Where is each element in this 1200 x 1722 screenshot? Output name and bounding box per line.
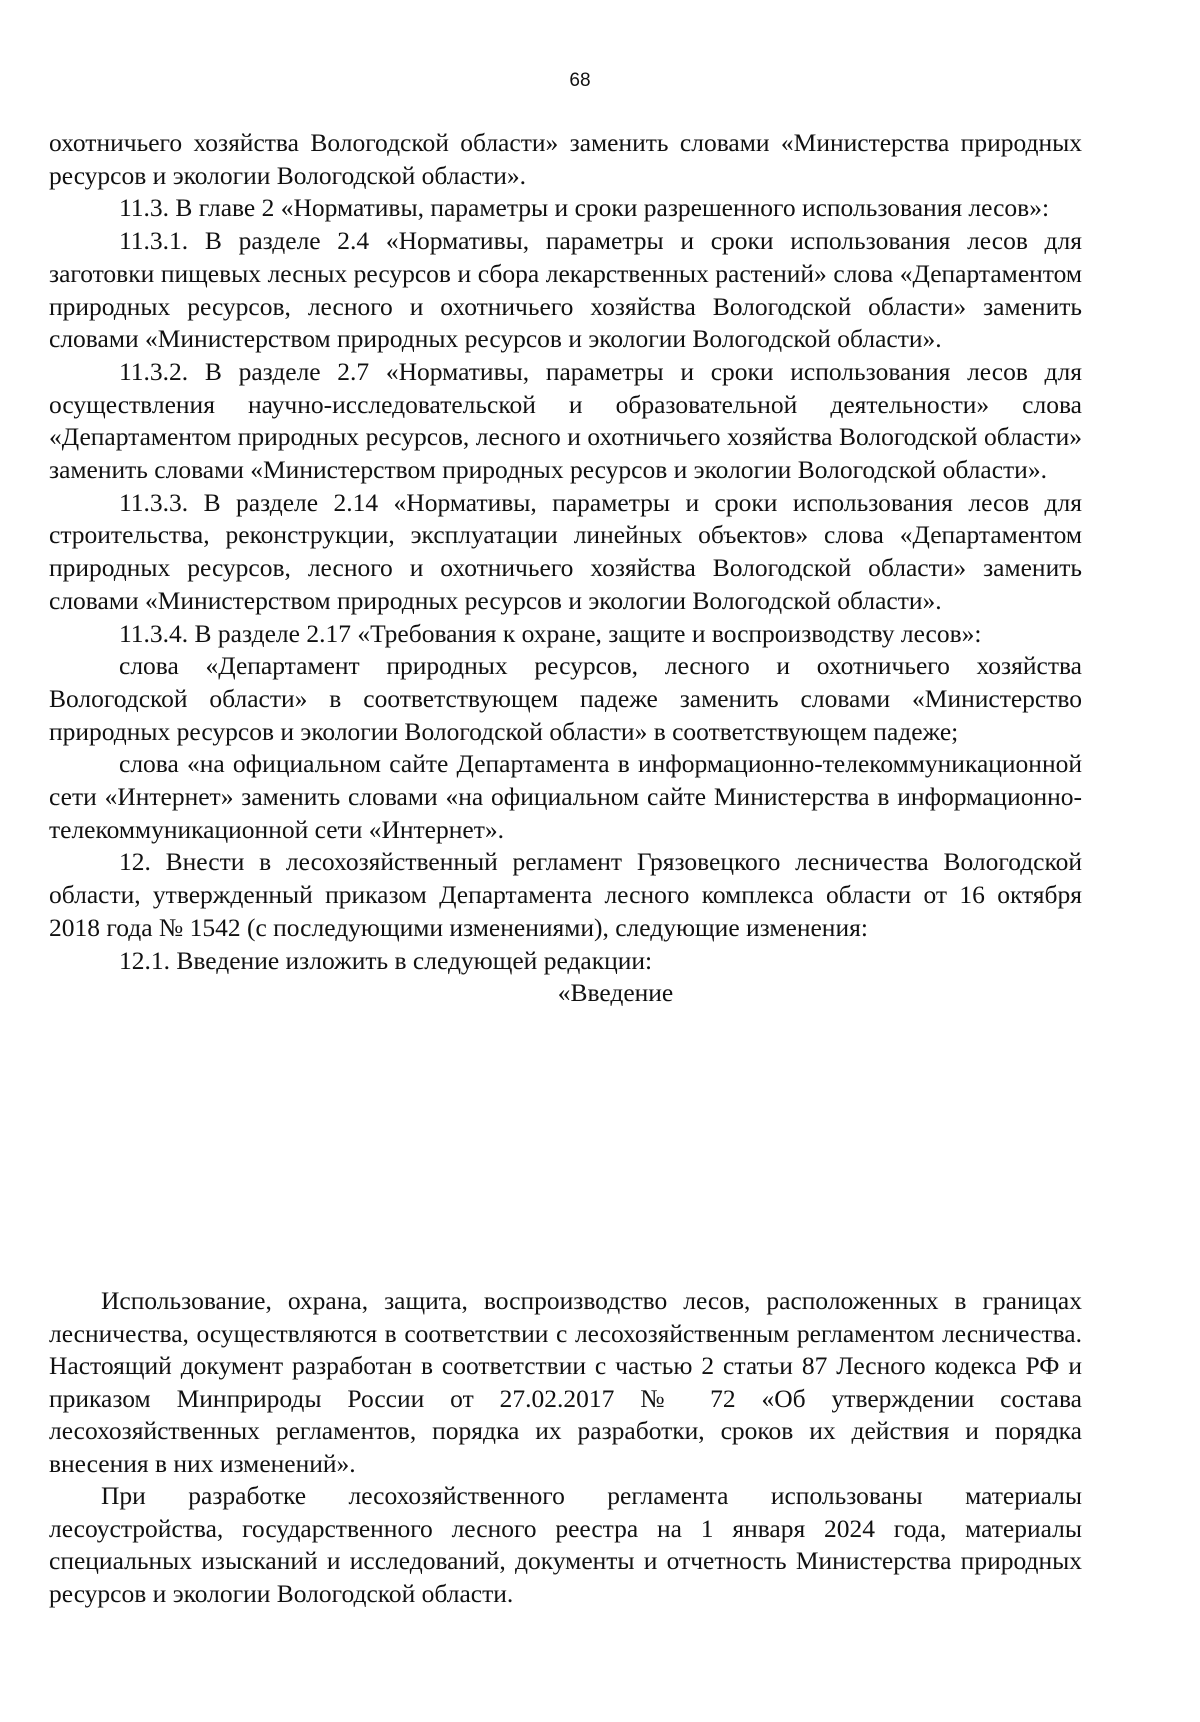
paragraph-11-3-1: 11.3.1. В разделе 2.4 «Нормативы, параметры и сроки использования лесов для заготовки пищевых лесных ресурсов и сбора лекарственных растений» слова «Департаментом природных ресурсов, лесного и охотничьего хозяйства Вологодской области» заменить словами «Министерством природных ресурсов и экологии Вологодской области». — [49, 226, 1082, 354]
page-number: 68 — [569, 70, 591, 91]
paragraph-11-3: 11.3. В главе 2 «Нормативы, параметры и сроки разрешенного использования лесов»: — [119, 193, 1050, 223]
paragraph-11-3-3: 11.3.3. В разделе 2.14 «Нормативы, параметры и сроки использования лесов для строительства, реконструкции, эксплуатации линейных объектов» слова «Департаментом природных ресурсов, лесного и охотничьего хозяйства Вологодской области» заменить словами «Министерством природных ресурсов и экологии Вологодской области». — [49, 487, 1082, 615]
paragraph-replace-department: слова «Департамент природных ресурсов, лесного и охотничьего хозяйства Вологодской области» в соответствующем падеже заменить словами «Министерство природных ресурсов и экологии Вологодской области» в соответствующем падеже; — [49, 651, 1082, 746]
paragraph-replace-website: слова «на официальном сайте Департамента в информационно-телекоммуникационной сети «Интернет» заменить словами «на официальном сайте Министерства в информационно-телекоммуникационной сети «Интернет». — [49, 749, 1082, 844]
paragraph-11-3-4: 11.3.4. В разделе 2.17 «Требования к охране, защите и воспроизводству лесов»: — [119, 618, 982, 648]
paragraph-continuation: охотничьего хозяйства Вологодской области» заменить словами «Министерства природных ресурсов и экологии Вологодской области». — [49, 128, 1082, 190]
paragraph-11-3-2: 11.3.2. В разделе 2.7 «Нормативы, параметры и сроки использования лесов для осуществления научно-исследовательской и образовательной деятельности» слова «Департаментом природных ресурсов, лесного и охотничьего хозяйства Вологодской области» заменить словами «Министерством природных ресурсов и экологии Вологодской области». — [49, 356, 1082, 485]
intro-paragraph: Использование, охрана, защита, воспроизводство лесов, расположенных в границах лесничества, осуществляются в соответствии с лесохозяйственным регламентом лесничества. Настоящий документ разработан в соответствии с частью 2 статьи 87 Лесного кодекса РФ и приказом Минприроды России от 27.02.2017 № 72 «Об утверждении состава лесохозяйственных регламентов, порядка их разработки, сроков их действия и порядка внесения в них изменений». — [49, 1286, 1082, 1478]
section-heading: «Введение — [557, 978, 674, 1008]
paragraph-12: 12. Внести в лесохозяйственный регламент Грязовецкого лесничества Вологодской области, утвержденный приказом Департамента лесного комплекса области от 16 октября 2018 года № 1542 (с последующими изменениями), следующие изменения: — [49, 847, 1082, 942]
introduction-text — [49, 1285, 1082, 1610]
intro-paragraph: При разработке лесохозяйственного регламента использованы материалы лесоустройства, государственного лесного реестра на 1 января 2024 года, материалы специальных изысканий и исследований, документы и отчетность Министерства природных ресурсов и экологии Вологодской области. — [49, 1481, 1082, 1608]
paragraph-12-1: 12.1. Введение изложить в следующей редакции: — [119, 945, 653, 975]
amendment-text — [49, 127, 1082, 1010]
